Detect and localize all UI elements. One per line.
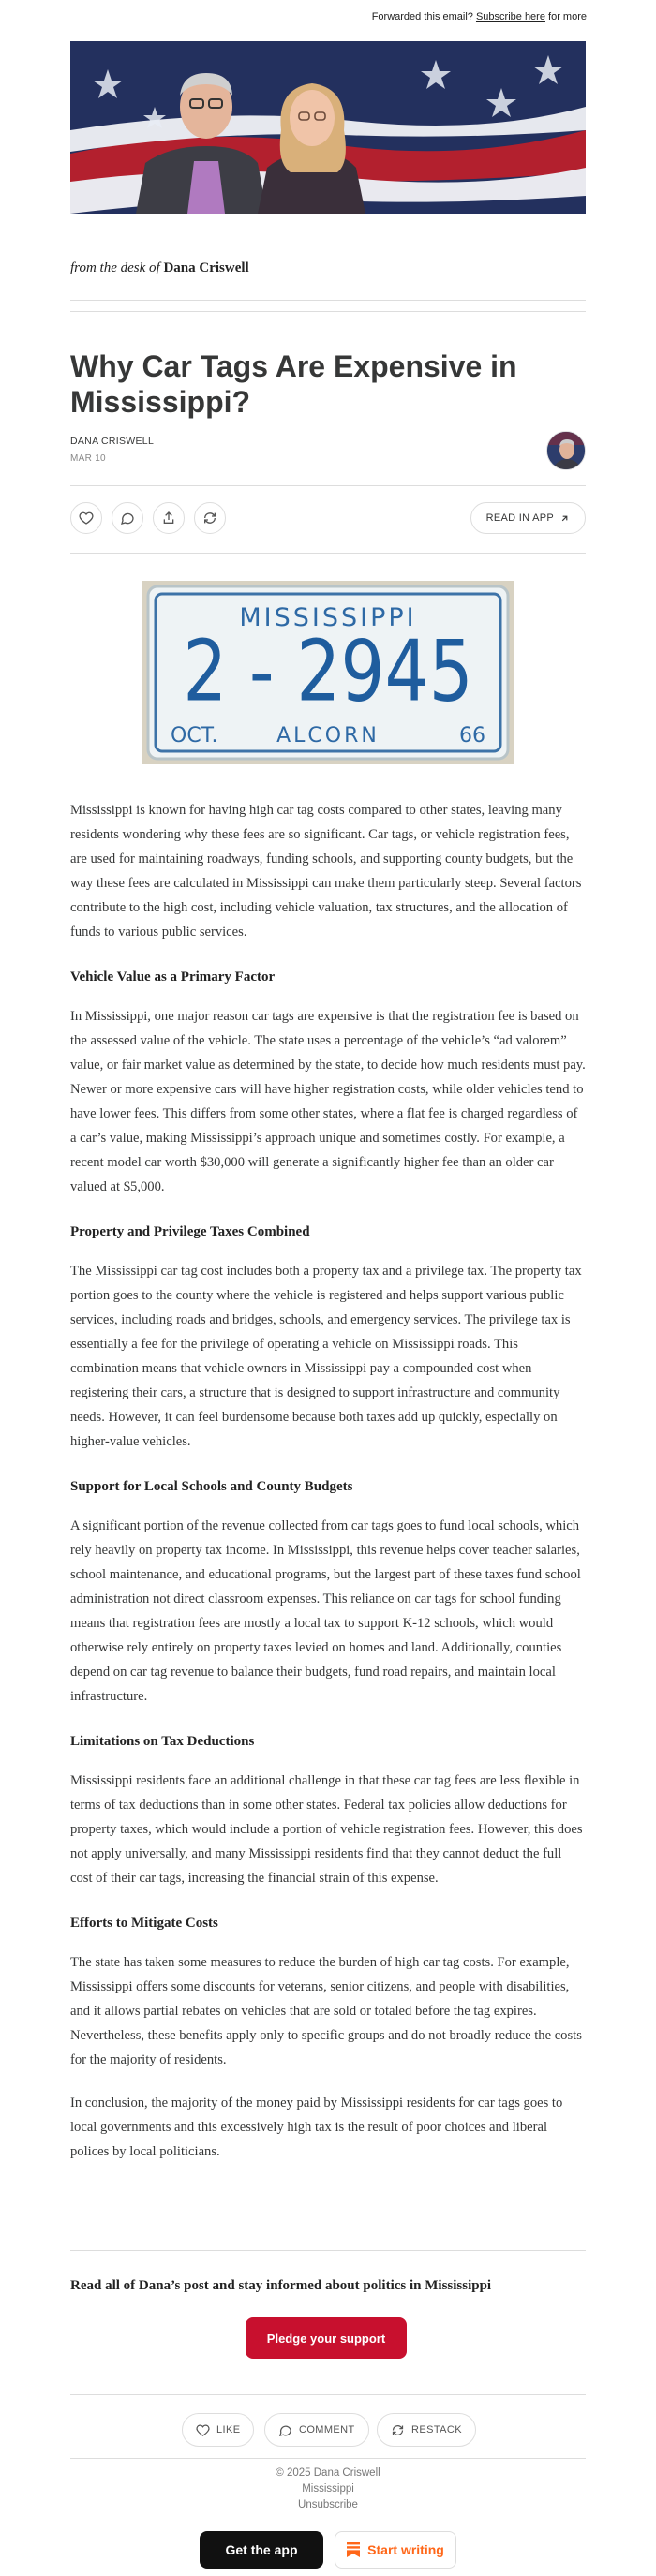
- forwarded-suffix: for more: [548, 11, 587, 22]
- post-actions: [70, 502, 586, 534]
- license-plate-image[interactable]: [142, 581, 514, 764]
- footer-actions: [0, 2413, 656, 2447]
- read-in-app-button[interactable]: [470, 502, 586, 534]
- plate-month: OCT.: [171, 724, 218, 748]
- section-heading: Property and Privilege Taxes Combined: [70, 1224, 310, 1239]
- header-photo: [70, 41, 586, 214]
- from-the-desk: [70, 260, 249, 276]
- heart-icon: [79, 511, 94, 526]
- divider: [70, 2458, 586, 2459]
- pledge-support-button[interactable]: Pledge your support: [246, 2317, 407, 2359]
- cta-heading: Read all of Dana’s post and stay informed about politics in Mississippi: [70, 2278, 492, 2293]
- get-the-app-button[interactable]: Get the app: [200, 2531, 323, 2569]
- comment-icon: [120, 511, 135, 526]
- substack-logo-icon: [347, 2542, 360, 2557]
- like-label: LIKE: [216, 2424, 241, 2435]
- like-button[interactable]: [70, 502, 102, 534]
- paragraph: Mississippi is known for having high car tag costs compared to other states, leaving many residents wondering why these fees are so significant. Car tags, or vehicle registration fees, are used for maintaining roadways, funding schools, and supporting county budgets, but the way these fees are calculated in Mississippi can make them particularly steep. Several factors contribute to the high cost, including vehicle valuation, tax structures, and the allocation of funds to various public services.: [70, 803, 582, 940]
- post-body: [70, 798, 586, 2183]
- unsubscribe-link[interactable]: Unsubscribe: [298, 2499, 358, 2510]
- share-icon: [161, 511, 176, 526]
- post-title[interactable]: Why Car Tags Are Expensive in Mississippi?: [70, 349, 517, 419]
- divider: [70, 553, 586, 554]
- desk-prefix: from the desk of: [70, 260, 160, 275]
- footer-like-button[interactable]: [182, 2413, 254, 2447]
- post-date: MAR 10: [70, 453, 106, 464]
- restack-label: RESTACK: [411, 2424, 462, 2435]
- section-heading: Support for Local Schools and County Budgets: [70, 1479, 353, 1494]
- forwarded-prefix: Forwarded this email?: [371, 11, 473, 22]
- plate-year: 66: [459, 724, 485, 748]
- subscribe-link[interactable]: Subscribe here: [475, 11, 545, 22]
- desk-name: Dana Criswell: [163, 260, 249, 275]
- paragraph: The Mississippi car tag cost includes both a property tax and a privilege tax. The property tax portion goes to the county where the vehicle is registered and helps support various public services, including roads and bridges, schools, and emergency services. The privilege tax is essentially a fee for the privilege of operating a vehicle on Mississippi roads. This combination means that vehicle owners in Mississippi pay a compounded cost when registering their cars, a structure that is designed to support infrastructure and community needs. However, it can feel burdensome because both taxes add up quickly, especially on higher-value vehicles.: [70, 1264, 582, 1449]
- divider: [70, 300, 586, 301]
- divider: [70, 2250, 586, 2251]
- comment-label: COMMENT: [299, 2424, 355, 2435]
- copyright-line: © 2025 Dana Criswell: [276, 2467, 380, 2479]
- paragraph: A significant portion of the revenue collected from car tags goes to fund local schools, which rely heavily on property tax income. In Mississippi, this revenue helps cover teacher salaries, school maintenance, and educational programs, but the largest part of these taxes fund school administration not direct classroom expenses. This reliance on car tags for school funding means that registration fees are mostly a local tax to support K-12 schools, which would otherwise rely entirely on property taxes levied on homes and land. Additionally, counties depend on car tag revenue to balance their budgets, fund road repairs, and maintain local infrastructure.: [70, 1518, 581, 1704]
- forwarded-notice: [372, 11, 587, 22]
- paragraph: In conclusion, the majority of the money paid by Mississippi residents for car tags goes to local governments and this excessively high tax is the result of poor choices and liberal polices by local politicians.: [70, 2095, 563, 2159]
- restack-icon: [202, 511, 217, 526]
- heart-icon: [196, 2423, 210, 2437]
- start-writing-button[interactable]: [335, 2531, 456, 2569]
- divider: [70, 2394, 586, 2395]
- paragraph: In Mississippi, one major reason car tags are expensive is that the registration fee is based on the assessed value of the vehicle. The state uses a percentage of the vehicle’s “ad valorem” value, or fair market value as determined by the state, to decide how much residents must pay. Newer or more expensive cars will have higher registration costs, while older vehicles tend to have lower fees. This differs from some other states, where a flat fee is charged regardless of a car’s value, making Mississippi’s approach unique and sometimes costly. For example, a recent model car worth $30,000 will generate a significantly higher fee than an older car valued at $5,000.: [70, 1009, 586, 1194]
- footer-comment-button[interactable]: [264, 2413, 369, 2447]
- section-heading: Efforts to Mitigate Costs: [70, 1916, 218, 1931]
- divider: [70, 311, 586, 312]
- footer-restack-button[interactable]: [377, 2413, 476, 2447]
- post-author[interactable]: DANA CRISWELL: [70, 436, 155, 447]
- divider: [70, 485, 586, 486]
- plate-number: 2 - 2945: [183, 623, 473, 721]
- arrow-up-right-icon: [559, 513, 570, 524]
- section-heading: Vehicle Value as a Primary Factor: [70, 970, 276, 985]
- share-button[interactable]: [153, 502, 185, 534]
- comment-icon: [278, 2423, 292, 2437]
- read-in-app-label: READ IN APP: [485, 512, 554, 524]
- section-heading: Limitations on Tax Deductions: [70, 1734, 255, 1749]
- start-writing-label: Start writing: [367, 2542, 444, 2557]
- comment-button[interactable]: [112, 502, 143, 534]
- plate-state: MISSISSIPPI: [239, 603, 417, 632]
- paragraph: The state has taken some measures to reduce the burden of high car tag costs. For example, Mississippi offers some discounts for veterans, senior citizens, and people with disabilities, and it allows partial rebates on vehicles that are sold or totaled before the tag expires. Nevertheless, these benefits apply only to specific groups and do not broadly reduce the costs for the majority of residents.: [70, 1955, 582, 2067]
- footer-copyright: [0, 2465, 656, 2513]
- plate-county: ALCORN: [276, 724, 380, 748]
- avatar[interactable]: [546, 431, 586, 470]
- paragraph: Mississippi residents face an additional challenge in that these car tag fees are less flexible in terms of tax deductions than in some other states. Federal tax policies allow deductions for property taxes, which would include a portion of vehicle registration fees. However, this does not apply universally, and many Mississippi residents find that they cannot deduct the full cost of their car tags, increasing the financial strain of this expense.: [70, 1773, 583, 1886]
- location-line: Mississippi: [302, 2483, 354, 2495]
- restack-icon: [391, 2423, 405, 2437]
- restack-button[interactable]: [194, 502, 226, 534]
